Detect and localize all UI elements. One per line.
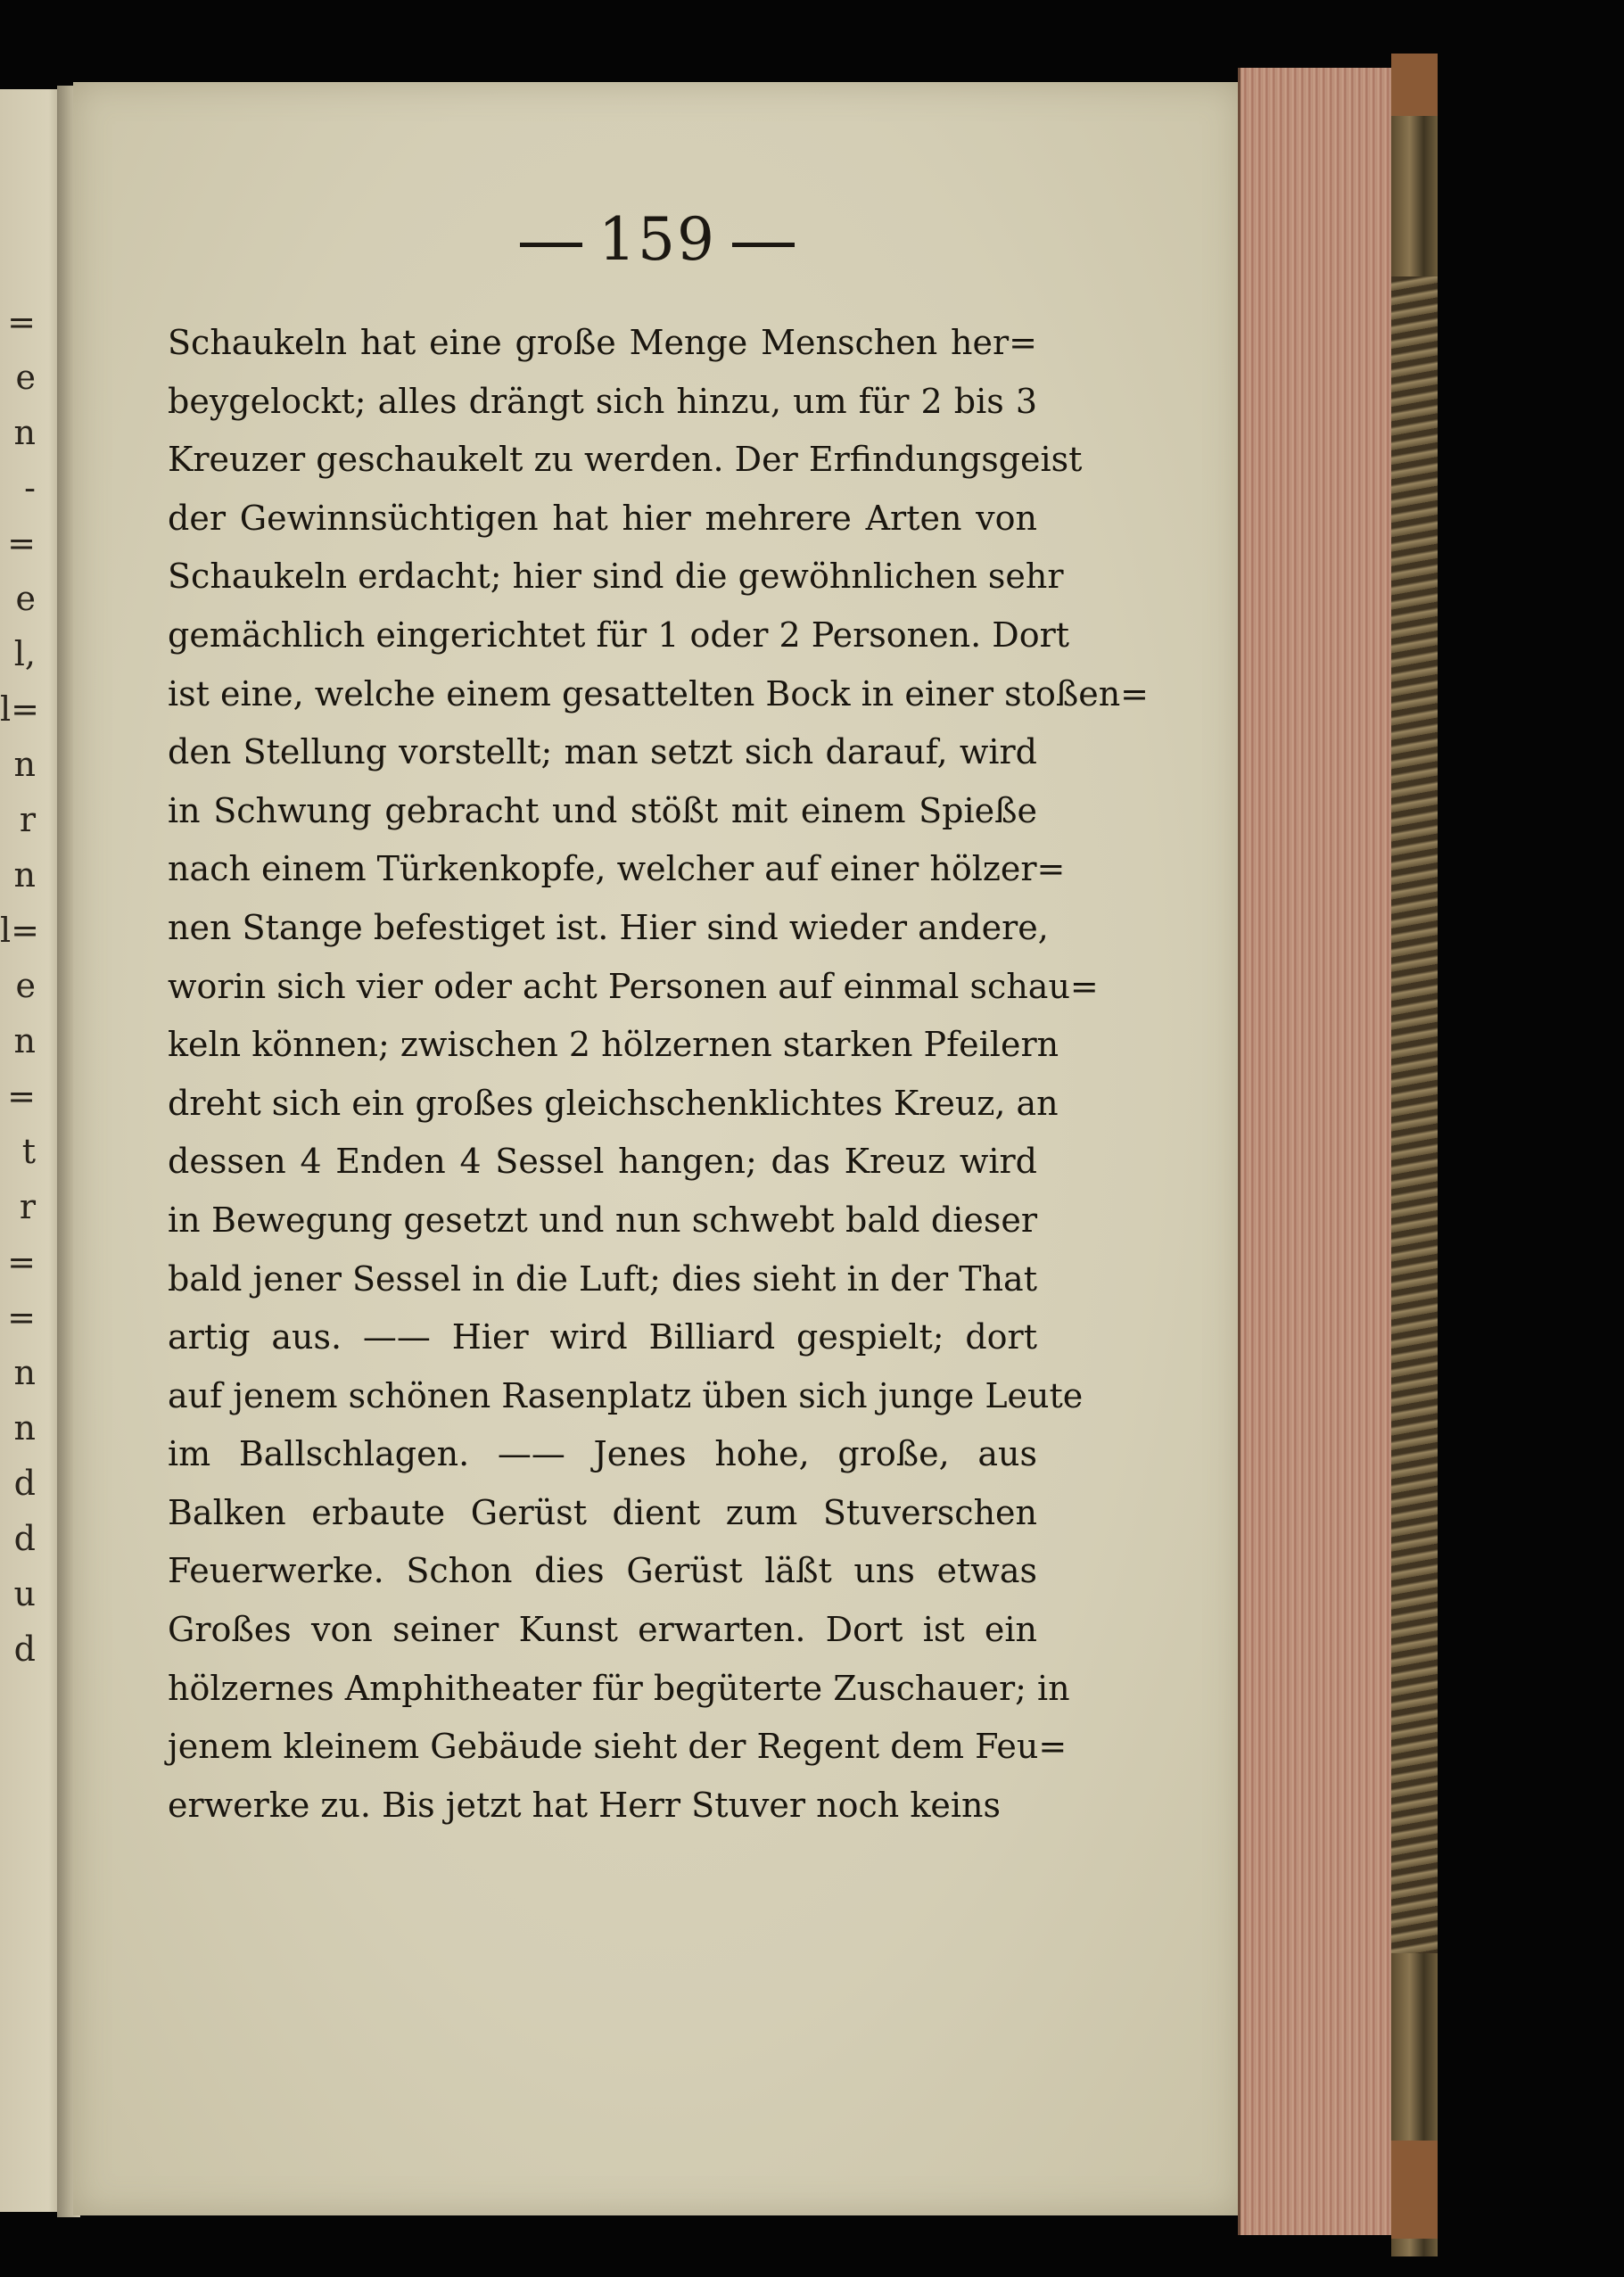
text-line: hölzernes Amphitheater für begüterte Zuschauer; in bbox=[168, 1668, 1070, 1708]
text-line: dreht sich ein großes gleichschenklichtes Kreuz, an bbox=[168, 1083, 1059, 1123]
margin-fragment: d bbox=[13, 1464, 36, 1503]
text-line: Großes von seiner Kunst erwarten. Dort ist ein bbox=[168, 1610, 1037, 1650]
page-number: 159 bbox=[598, 205, 716, 274]
text-line: den Stellung vorstellt; man setzt sich darauf, wird bbox=[168, 732, 1037, 772]
text-line: erwerke zu. Bis jetzt hat Herr Stuver noch keins bbox=[168, 1785, 1001, 1825]
text-line: ist eine, welche einem gesattelten Bock in einer stoßen= bbox=[168, 673, 1150, 714]
margin-fragment: r bbox=[19, 800, 36, 839]
margin-fragment: l= bbox=[0, 911, 39, 950]
margin-fragment: l= bbox=[0, 689, 39, 729]
margin-fragment: = bbox=[7, 302, 36, 342]
text-line: artig aus. —— Hier wird Billiard gespielt; dort bbox=[168, 1317, 1037, 1357]
cover-corner-bottom bbox=[1391, 2141, 1438, 2239]
cover-corner-top bbox=[1391, 54, 1438, 116]
header-dash-left bbox=[520, 243, 582, 247]
margin-fragment: n bbox=[13, 745, 36, 784]
facing-page-text-fragments bbox=[0, 294, 39, 1677]
text-line: nach einem Türkenkopfe, welcher auf einer hölzer= bbox=[168, 849, 1066, 889]
margin-fragment: r bbox=[19, 1187, 36, 1226]
page-edges bbox=[1238, 68, 1394, 2235]
margin-fragment: - bbox=[24, 468, 36, 507]
text-line: im Ballschlagen. —— Jenes hohe, große, aus bbox=[168, 1434, 1037, 1474]
margin-fragment: l, bbox=[13, 634, 36, 673]
margin-fragment: e bbox=[15, 358, 36, 397]
text-line: auf jenem schönen Rasenplatz üben sich junge Leute bbox=[168, 1375, 1084, 1415]
margin-fragment: e bbox=[15, 966, 36, 1005]
page-header bbox=[73, 205, 1241, 274]
text-line: Feuerwerke. Schon dies Gerüst läßt uns etwas bbox=[168, 1551, 1037, 1591]
margin-fragment: = bbox=[7, 1077, 36, 1116]
text-line: Schaukeln hat eine große Menge Menschen her= bbox=[168, 323, 1037, 362]
text-line: keln können; zwischen 2 hölzernen starken Pfeilern bbox=[168, 1025, 1059, 1065]
text-line: dessen 4 Enden 4 Sessel hangen; das Kreuz wird bbox=[168, 1142, 1037, 1182]
margin-fragment: = bbox=[7, 524, 36, 563]
text-line: jenem kleinem Gebäude sieht der Regent dem Feu= bbox=[168, 1727, 1068, 1767]
text-line: in Schwung gebracht und stößt mit einem Spieße bbox=[168, 790, 1037, 830]
margin-fragment: e bbox=[15, 579, 36, 618]
header-dash-right bbox=[732, 243, 795, 247]
margin-fragment: n bbox=[13, 1021, 36, 1060]
margin-fragment: d bbox=[13, 1519, 36, 1558]
margin-fragment: t bbox=[21, 1132, 36, 1171]
text-line: worin sich vier oder acht Personen auf einmal schau= bbox=[168, 966, 1099, 1006]
text-line: in Bewegung gesetzt und nun schwebt bald dieser bbox=[168, 1200, 1037, 1240]
text-line: Balken erbaute Gerüst dient zum Stuverschen bbox=[168, 1492, 1037, 1532]
margin-fragment: n bbox=[13, 1353, 36, 1392]
margin-fragment: d bbox=[13, 1629, 36, 1669]
margin-fragment: n bbox=[13, 855, 36, 895]
marbled-cover bbox=[1391, 276, 1438, 1953]
text-line: Schaukeln erdacht; hier sind die gewöhnlichen sehr bbox=[168, 557, 1064, 597]
text-line: nen Stange befestiget ist. Hier sind wieder andere, bbox=[168, 907, 1049, 947]
body-text bbox=[168, 314, 1150, 1835]
text-line: gemächlich eingerichtet für 1 oder 2 Personen. Dort bbox=[168, 615, 1070, 655]
margin-fragment: = bbox=[7, 1242, 36, 1282]
text-line: der Gewinnsüchtigen hat hier mehrere Arten von bbox=[168, 498, 1037, 538]
margin-fragment: n bbox=[13, 1408, 36, 1448]
text-line: beygelockt; alles drängt sich hinzu, um für 2 bis 3 bbox=[168, 381, 1037, 421]
margin-fragment: n bbox=[13, 413, 36, 452]
text-line: Kreuzer geschaukelt zu werden. Der Erfindungsgeist bbox=[168, 440, 1083, 480]
margin-fragment: u bbox=[13, 1574, 36, 1613]
text-line: bald jener Sessel in die Luft; dies sieht in der That bbox=[168, 1258, 1037, 1299]
margin-fragment: = bbox=[7, 1298, 36, 1337]
